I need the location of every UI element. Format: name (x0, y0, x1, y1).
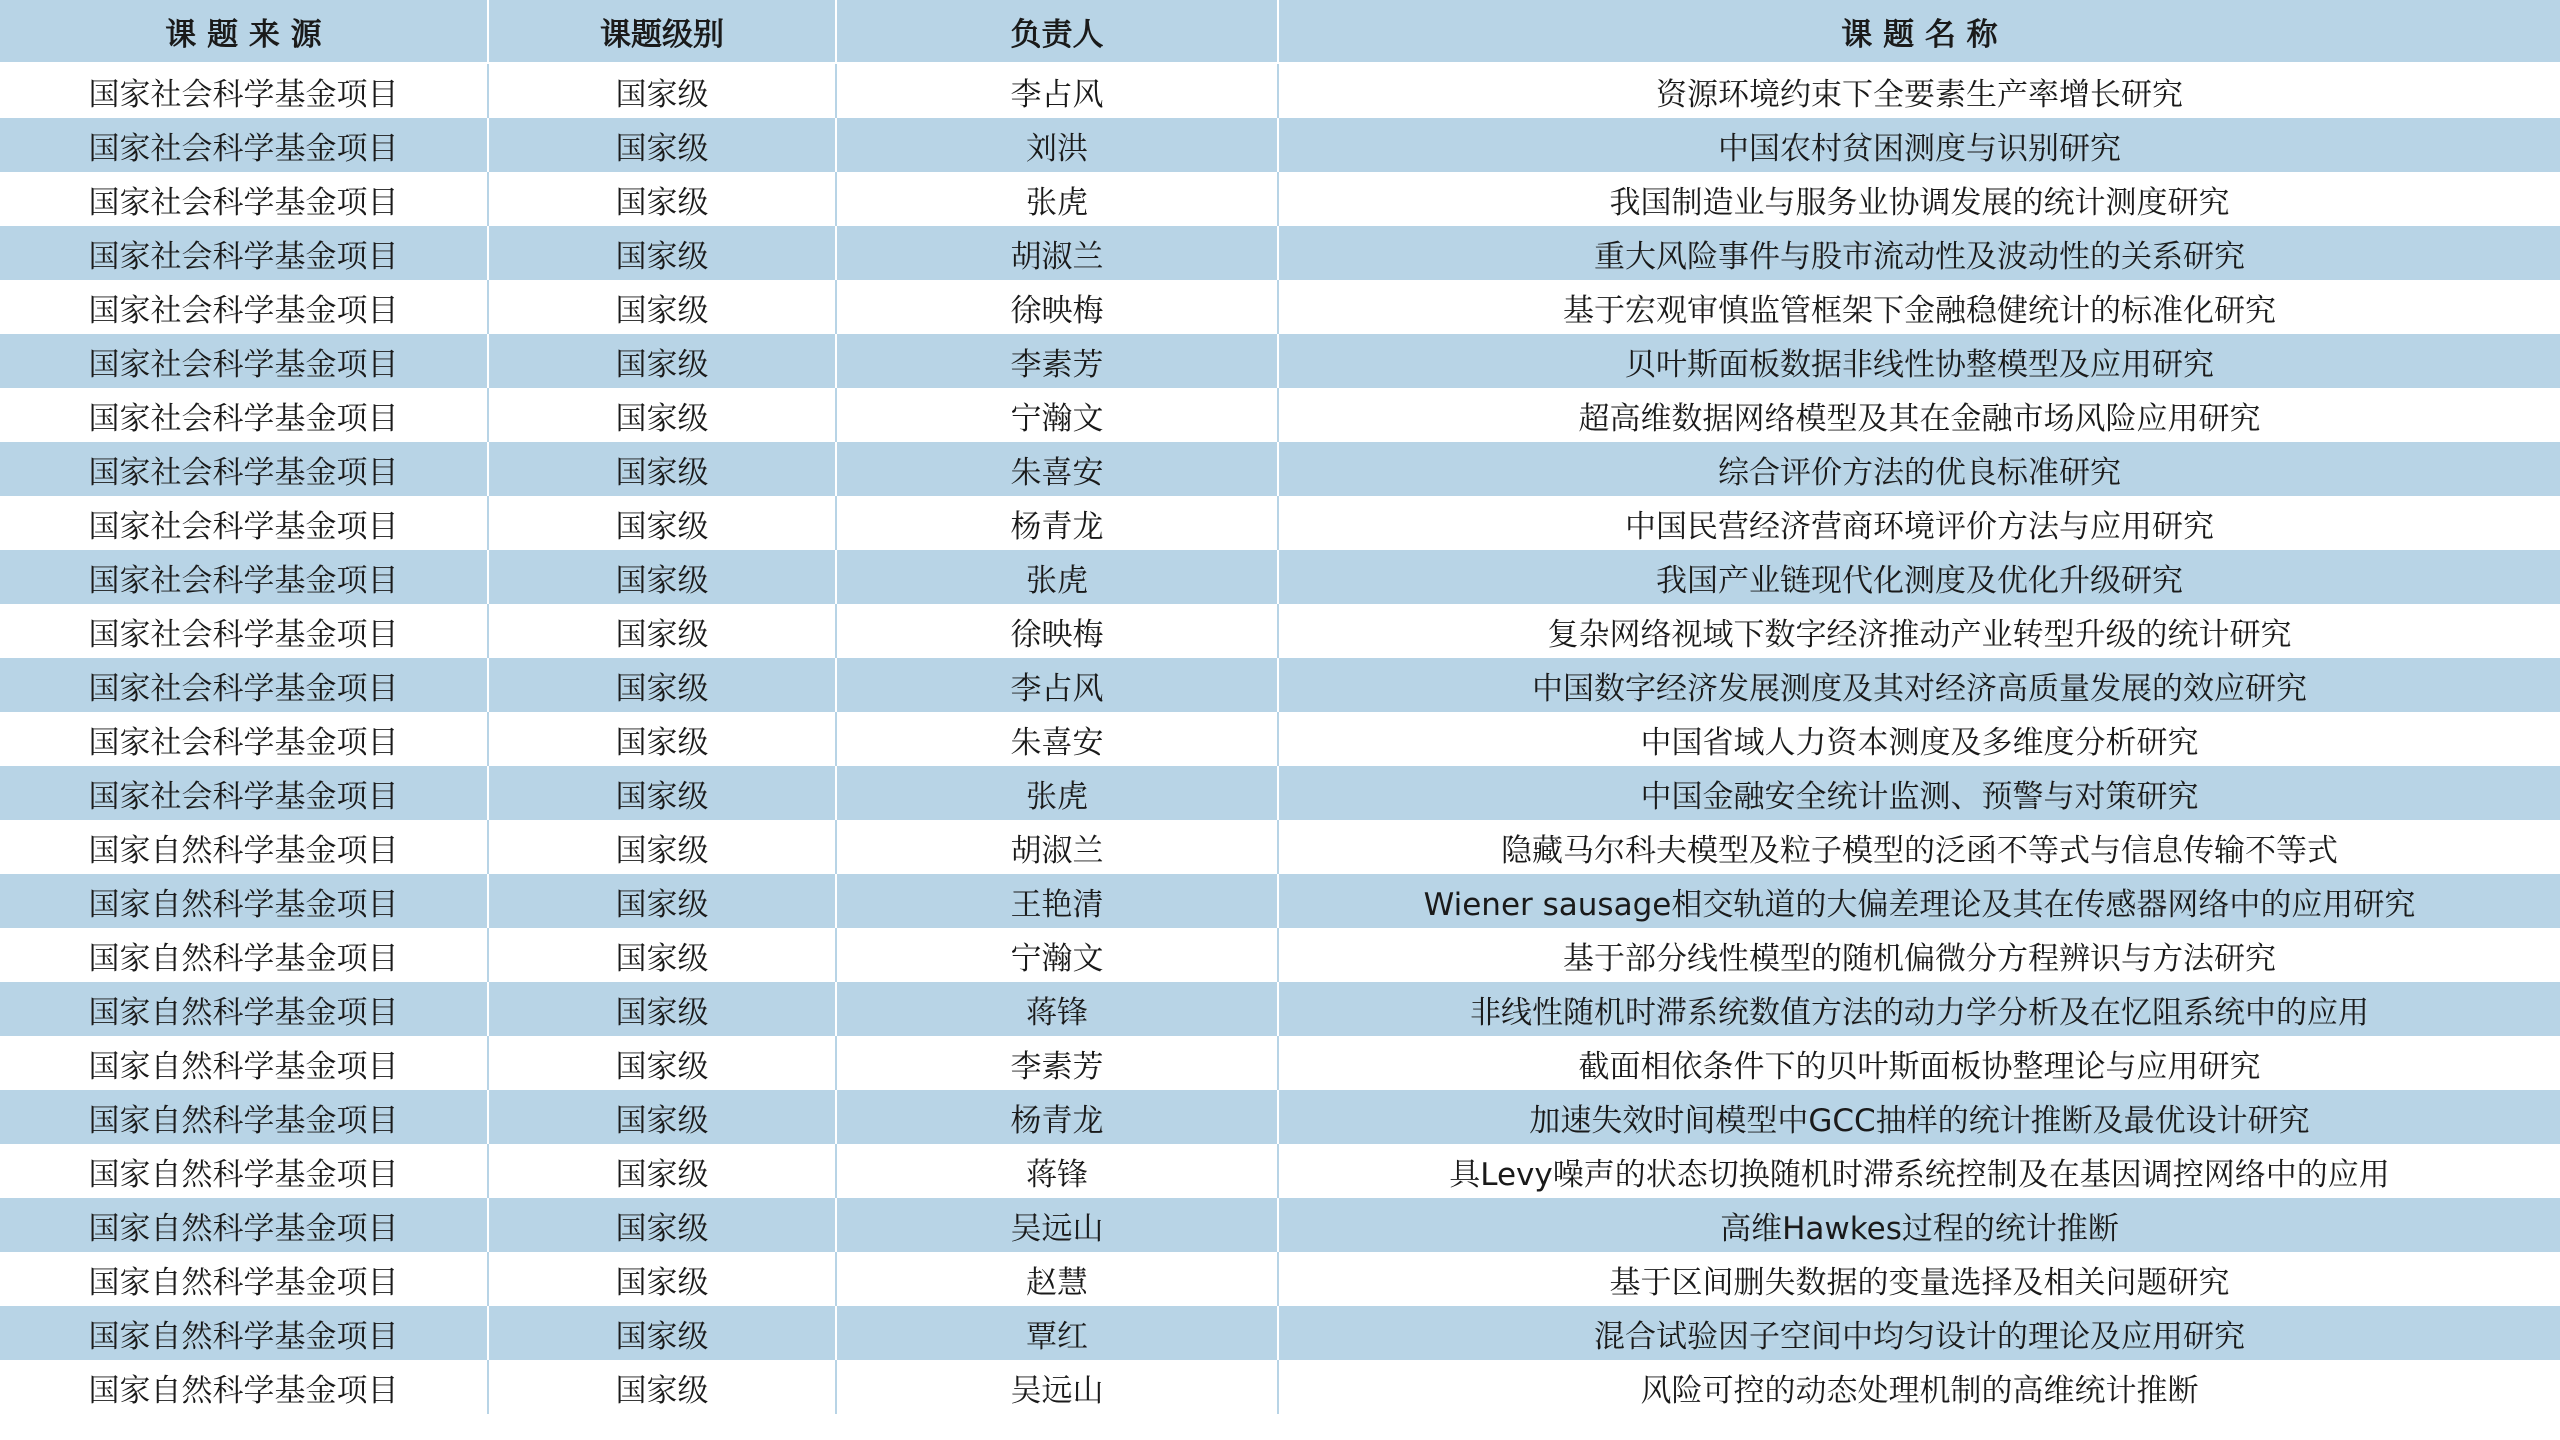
project-level-cell: 国家级 (488, 172, 836, 226)
project-title-cell: 综合评价方法的优良标准研究 (1278, 442, 2560, 496)
table-row (0, 442, 2560, 496)
project-title-cell: 中国省域人力资本测度及多维度分析研究 (1278, 712, 2560, 766)
project-title-cell: 复杂网络视域下数字经济推动产业转型升级的统计研究 (1278, 604, 2560, 658)
table-row (0, 658, 2560, 712)
project-source-cell: 国家自然科学基金项目 (0, 1144, 488, 1198)
project-source-cell: 国家社会科学基金项目 (0, 334, 488, 388)
project-source-cell: 国家社会科学基金项目 (0, 280, 488, 334)
project-title-cell: 基于区间删失数据的变量选择及相关问题研究 (1278, 1252, 2560, 1306)
project-source-cell: 国家自然科学基金项目 (0, 820, 488, 874)
table-row (0, 1144, 2560, 1198)
table-row (0, 226, 2560, 280)
project-level-cell: 国家级 (488, 712, 836, 766)
table-row (0, 1036, 2560, 1090)
header-project-title: 课 题 名 称 (1278, 0, 2560, 63)
principal-investigator-cell: 张虎 (836, 550, 1278, 604)
header-project-level: 课题级别 (488, 0, 836, 63)
principal-investigator-cell: 张虎 (836, 172, 1278, 226)
project-source-cell: 国家自然科学基金项目 (0, 1252, 488, 1306)
principal-investigator-cell: 朱喜安 (836, 712, 1278, 766)
project-source-cell: 国家自然科学基金项目 (0, 1360, 488, 1414)
table-row (0, 63, 2560, 118)
project-source-cell: 国家自然科学基金项目 (0, 928, 488, 982)
project-level-cell: 国家级 (488, 766, 836, 820)
project-source-cell: 国家自然科学基金项目 (0, 1090, 488, 1144)
table-row (0, 820, 2560, 874)
project-source-cell: 国家社会科学基金项目 (0, 118, 488, 172)
project-level-cell: 国家级 (488, 496, 836, 550)
project-source-cell: 国家社会科学基金项目 (0, 712, 488, 766)
project-level-cell: 国家级 (488, 1306, 836, 1360)
table-header (0, 0, 2560, 63)
project-level-cell: 国家级 (488, 442, 836, 496)
project-title-cell: 高维Hawkes过程的统计推断 (1278, 1198, 2560, 1252)
principal-investigator-cell: 杨青龙 (836, 496, 1278, 550)
project-source-cell: 国家自然科学基金项目 (0, 1306, 488, 1360)
project-title-cell: 非线性随机时滞系统数值方法的动力学分析及在忆阻系统中的应用 (1278, 982, 2560, 1036)
project-source-cell: 国家社会科学基金项目 (0, 550, 488, 604)
project-title-cell: 基于宏观审慎监管框架下金融稳健统计的标准化研究 (1278, 280, 2560, 334)
table-row (0, 1090, 2560, 1144)
project-level-cell: 国家级 (488, 280, 836, 334)
table-row (0, 496, 2560, 550)
project-level-cell: 国家级 (488, 334, 836, 388)
table-row (0, 1360, 2560, 1414)
principal-investigator-cell: 李占风 (836, 63, 1278, 118)
principal-investigator-cell: 徐映梅 (836, 604, 1278, 658)
table-body (0, 63, 2560, 1414)
project-level-cell: 国家级 (488, 1144, 836, 1198)
project-source-cell: 国家社会科学基金项目 (0, 604, 488, 658)
principal-investigator-cell: 吴远山 (836, 1360, 1278, 1414)
principal-investigator-cell: 刘洪 (836, 118, 1278, 172)
table-row (0, 928, 2560, 982)
project-source-cell: 国家自然科学基金项目 (0, 1198, 488, 1252)
principal-investigator-cell: 李素芳 (836, 334, 1278, 388)
project-source-cell: 国家自然科学基金项目 (0, 1036, 488, 1090)
project-level-cell: 国家级 (488, 658, 836, 712)
project-level-cell: 国家级 (488, 604, 836, 658)
project-title-cell: 中国民营经济营商环境评价方法与应用研究 (1278, 496, 2560, 550)
header-row (0, 0, 2560, 63)
project-title-cell: 中国金融安全统计监测、预警与对策研究 (1278, 766, 2560, 820)
principal-investigator-cell: 蒋锋 (836, 1144, 1278, 1198)
project-level-cell: 国家级 (488, 1252, 836, 1306)
project-level-cell: 国家级 (488, 928, 836, 982)
project-title-cell: 中国农村贫困测度与识别研究 (1278, 118, 2560, 172)
principal-investigator-cell: 张虎 (836, 766, 1278, 820)
project-level-cell: 国家级 (488, 1360, 836, 1414)
project-level-cell: 国家级 (488, 1036, 836, 1090)
project-source-cell: 国家社会科学基金项目 (0, 658, 488, 712)
project-level-cell: 国家级 (488, 820, 836, 874)
project-title-cell: 我国制造业与服务业协调发展的统计测度研究 (1278, 172, 2560, 226)
table-row (0, 550, 2560, 604)
project-title-cell: 中国数字经济发展测度及其对经济高质量发展的效应研究 (1278, 658, 2560, 712)
principal-investigator-cell: 胡淑兰 (836, 226, 1278, 280)
project-level-cell: 国家级 (488, 982, 836, 1036)
header-principal-investigator: 负责人 (836, 0, 1278, 63)
header-project-source: 课 题 来 源 (0, 0, 488, 63)
project-title-cell: 资源环境约束下全要素生产率增长研究 (1278, 63, 2560, 118)
table-row (0, 172, 2560, 226)
principal-investigator-cell: 吴远山 (836, 1198, 1278, 1252)
project-level-cell: 国家级 (488, 874, 836, 928)
table-row (0, 712, 2560, 766)
principal-investigator-cell: 宁瀚文 (836, 928, 1278, 982)
table-row (0, 388, 2560, 442)
principal-investigator-cell: 李素芳 (836, 1036, 1278, 1090)
principal-investigator-cell: 杨青龙 (836, 1090, 1278, 1144)
table-row (0, 874, 2560, 928)
table-row (0, 280, 2560, 334)
principal-investigator-cell: 宁瀚文 (836, 388, 1278, 442)
project-title-cell: 风险可控的动态处理机制的高维统计推断 (1278, 1360, 2560, 1414)
project-level-cell: 国家级 (488, 550, 836, 604)
table-row (0, 1198, 2560, 1252)
project-title-cell: 混合试验因子空间中均匀设计的理论及应用研究 (1278, 1306, 2560, 1360)
principal-investigator-cell: 朱喜安 (836, 442, 1278, 496)
principal-investigator-cell: 李占风 (836, 658, 1278, 712)
project-source-cell: 国家社会科学基金项目 (0, 442, 488, 496)
table-row (0, 1252, 2560, 1306)
project-title-cell: 加速失效时间模型中GCC抽样的统计推断及最优设计研究 (1278, 1090, 2560, 1144)
project-source-cell: 国家社会科学基金项目 (0, 172, 488, 226)
project-level-cell: 国家级 (488, 1090, 836, 1144)
table-row (0, 604, 2560, 658)
project-level-cell: 国家级 (488, 1198, 836, 1252)
project-title-cell: 超高维数据网络模型及其在金融市场风险应用研究 (1278, 388, 2560, 442)
project-source-cell: 国家社会科学基金项目 (0, 388, 488, 442)
project-source-cell: 国家社会科学基金项目 (0, 63, 488, 118)
principal-investigator-cell: 王艳清 (836, 874, 1278, 928)
project-title-cell: 重大风险事件与股市流动性及波动性的关系研究 (1278, 226, 2560, 280)
project-level-cell: 国家级 (488, 118, 836, 172)
project-level-cell: 国家级 (488, 226, 836, 280)
principal-investigator-cell: 徐映梅 (836, 280, 1278, 334)
table-row (0, 118, 2560, 172)
project-title-cell: Wiener sausage相交轨道的大偏差理论及其在传感器网络中的应用研究 (1278, 874, 2560, 928)
table-row (0, 766, 2560, 820)
project-source-cell: 国家自然科学基金项目 (0, 982, 488, 1036)
project-title-cell: 隐藏马尔科夫模型及粒子模型的泛函不等式与信息传输不等式 (1278, 820, 2560, 874)
project-source-cell: 国家社会科学基金项目 (0, 226, 488, 280)
principal-investigator-cell: 胡淑兰 (836, 820, 1278, 874)
table-row (0, 334, 2560, 388)
table-row (0, 982, 2560, 1036)
project-source-cell: 国家社会科学基金项目 (0, 766, 488, 820)
project-source-cell: 国家自然科学基金项目 (0, 874, 488, 928)
project-title-cell: 贝叶斯面板数据非线性协整模型及应用研究 (1278, 334, 2560, 388)
project-level-cell: 国家级 (488, 63, 836, 118)
principal-investigator-cell: 覃红 (836, 1306, 1278, 1360)
project-level-cell: 国家级 (488, 388, 836, 442)
project-title-cell: 基于部分线性模型的随机偏微分方程辨识与方法研究 (1278, 928, 2560, 982)
table-row (0, 1306, 2560, 1360)
project-source-cell: 国家社会科学基金项目 (0, 496, 488, 550)
principal-investigator-cell: 赵慧 (836, 1252, 1278, 1306)
principal-investigator-cell: 蒋锋 (836, 982, 1278, 1036)
project-title-cell: 具Levy噪声的状态切换随机时滞系统控制及在基因调控网络中的应用 (1278, 1144, 2560, 1198)
project-title-cell: 我国产业链现代化测度及优化升级研究 (1278, 550, 2560, 604)
project-title-cell: 截面相依条件下的贝叶斯面板协整理论与应用研究 (1278, 1036, 2560, 1090)
